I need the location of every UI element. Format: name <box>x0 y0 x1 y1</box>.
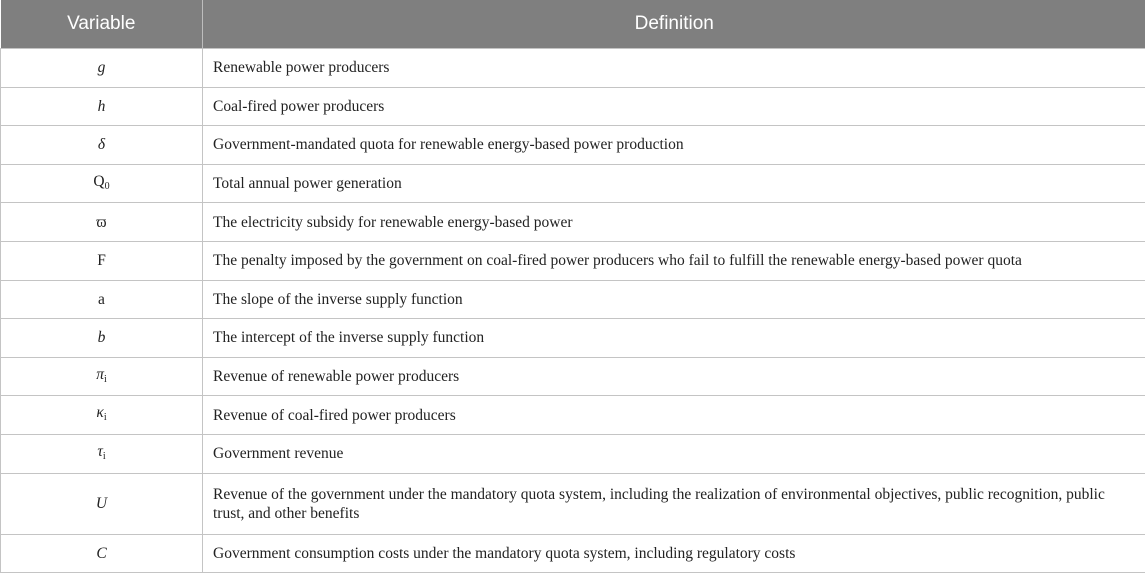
table-row <box>1 241 1145 280</box>
variable-symbol: g <box>98 59 106 76</box>
definition-cell: Coal-fired power producers <box>203 87 1145 126</box>
variable-symbol: h <box>98 98 106 115</box>
variable-symbol: τ <box>97 443 103 460</box>
variable-subscript: i <box>104 412 107 423</box>
definition-cell: Revenue of the government under the mandatory quota system, including the realization of environmental objectives, public recognition, public trust, and other benefits <box>203 473 1145 534</box>
variable-cell <box>1 280 203 319</box>
variable-cell <box>1 87 203 126</box>
definition-cell: The slope of the inverse supply function <box>203 280 1145 319</box>
table-row <box>1 357 1145 396</box>
variable-subscript: i <box>103 451 106 462</box>
header-variable: Variable <box>1 0 203 49</box>
definition-cell: Renewable power producers <box>203 49 1145 88</box>
table-row <box>1 164 1145 203</box>
table-row <box>1 87 1145 126</box>
variable-cell <box>1 203 203 242</box>
variable-symbol: Q <box>93 173 104 190</box>
definition-cell: Government consumption costs under the mandatory quota system, including regulatory costs <box>203 534 1145 573</box>
table-row <box>1 49 1145 88</box>
variable-cell <box>1 434 203 473</box>
definition-cell: Government-mandated quota for renewable energy-based power production <box>203 126 1145 165</box>
variable-symbol: C <box>96 545 106 562</box>
definition-cell: Government revenue <box>203 434 1145 473</box>
variable-cell <box>1 126 203 165</box>
variable-cell <box>1 534 203 573</box>
variable-cell <box>1 241 203 280</box>
variable-symbol: F <box>97 252 106 269</box>
variable-cell <box>1 396 203 435</box>
variable-symbol: U <box>96 495 107 512</box>
table-row <box>1 473 1145 534</box>
header-row <box>1 0 1145 49</box>
variable-subscript: 0 <box>105 181 110 192</box>
table-row <box>1 319 1145 358</box>
variable-symbol: b <box>98 329 106 346</box>
definition-cell: Revenue of coal-fired power producers <box>203 396 1145 435</box>
variable-symbol: κ <box>96 404 103 421</box>
definition-cell: The electricity subsidy for renewable energy-based power <box>203 203 1145 242</box>
variable-cell <box>1 473 203 534</box>
table-row <box>1 203 1145 242</box>
variable-symbol: a <box>98 291 105 308</box>
variable-cell <box>1 357 203 396</box>
table-row <box>1 434 1145 473</box>
table-row <box>1 534 1145 573</box>
definition-cell: The intercept of the inverse supply function <box>203 319 1145 358</box>
table-row <box>1 396 1145 435</box>
definition-cell: The penalty imposed by the government on coal-fired power producers who fail to fulfill the renewable energy-based power quota <box>203 241 1145 280</box>
definition-cell: Revenue of renewable power producers <box>203 357 1145 396</box>
variable-symbol: ϖ <box>96 214 106 231</box>
variable-symbol: π <box>96 366 104 383</box>
table-row <box>1 280 1145 319</box>
definition-cell: Total annual power generation <box>203 164 1145 203</box>
variable-cell <box>1 164 203 203</box>
variable-subscript: i <box>104 374 107 385</box>
variable-cell <box>1 319 203 358</box>
variable-cell <box>1 49 203 88</box>
variable-symbol: δ <box>98 136 105 153</box>
header-definition: Definition <box>203 0 1145 49</box>
table-row <box>1 126 1145 165</box>
